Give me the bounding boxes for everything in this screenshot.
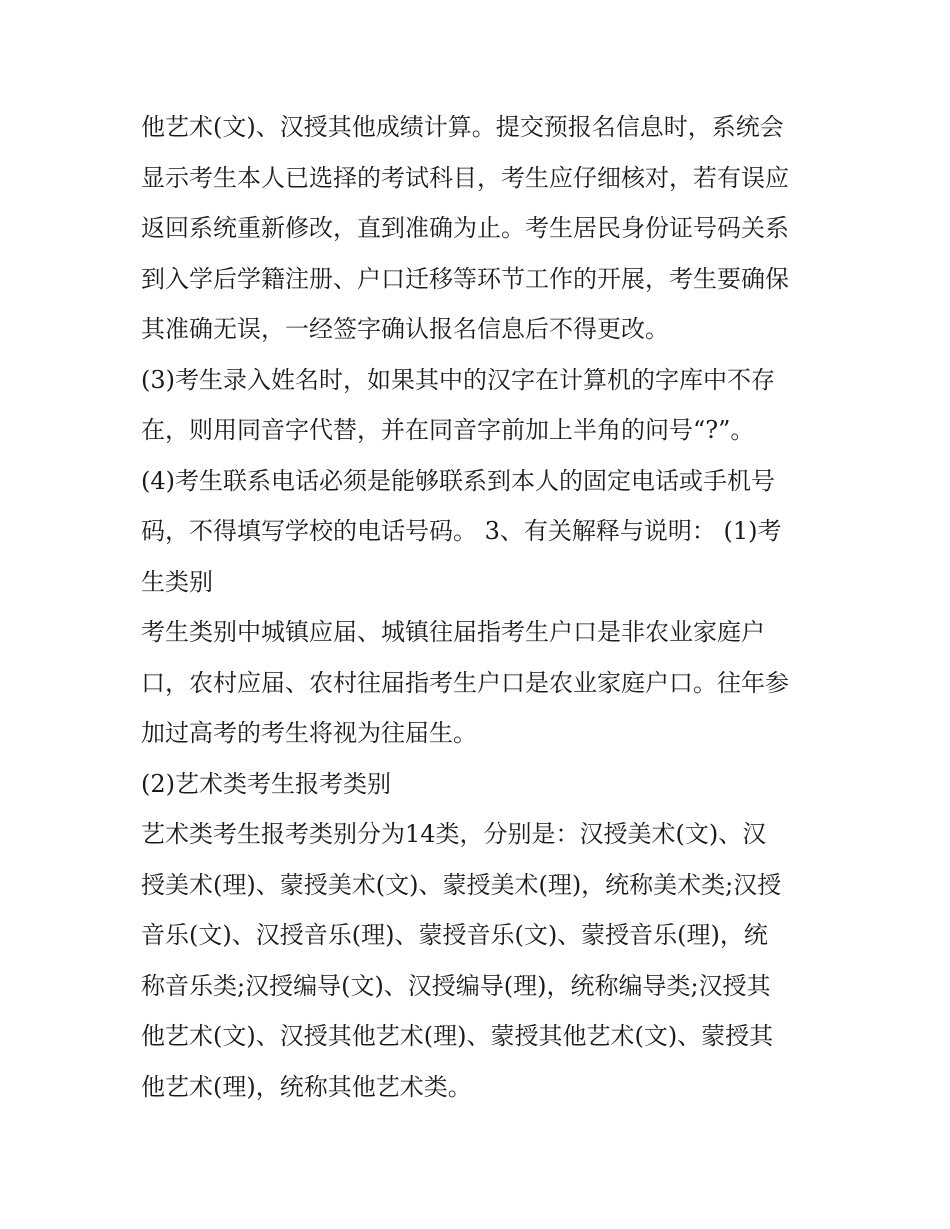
text-line: 称音乐类;汉授编导(文)、汉授编导(理)，统称编导类;汉授其 (141, 971, 771, 1000)
text-line: 艺术类考生报考类别分为14类，分别是：汉授美术(文)、汉 (141, 820, 767, 848)
text-line: (3)考生录入姓名时，如果其中的汉字在计算机的字库中不存 (141, 365, 775, 394)
document-body (141, 102, 821, 1112)
text-line: 加过高考的考生将视为往届生。 (141, 719, 477, 747)
text-line: 他艺术(理)，统称其他艺术类。 (141, 1072, 472, 1101)
text-line: 返回系统重新修改，直到准确为止。考生居民身份证号码关系 (141, 214, 789, 242)
text-line: (2)艺术类考生报考类别 (141, 769, 391, 798)
text-line: 授美术(理)、蒙授美术(文)、蒙授美术(理)，统称美术类;汉授 (141, 870, 782, 899)
text-line: 考生类别中城镇应届、城镇往届指考生户口是非农业家庭户 (141, 618, 765, 646)
text-line: 他艺术(文)、汉授其他艺术(理)、蒙授其他艺术(文)、蒙授其 (141, 1022, 774, 1050)
text-line: 其准确无误，一经签字确认报名信息后不得更改。 (141, 315, 669, 343)
text-line: 码，不得填写学校的电话号码。 3、有关解释与说明： (1)考 (141, 517, 782, 545)
text-line: 在，则用同音字代替，并在同音字前加上半角的问号“?”。 (141, 416, 755, 444)
text-line: 他艺术(文)、汉授其他成绩计算。提交预报名信息时，系统会 (141, 113, 784, 141)
text-line: 口，农村应届、农村往届指考生户口是农业家庭户口。往年参 (141, 668, 789, 697)
text-line: 到入学后学籍注册、户口迁移等环节工作的开展，考生要确保 (141, 264, 789, 293)
text-line: 音乐(文)、汉授音乐(理)、蒙授音乐(文)、蒙授音乐(理)，统 (141, 921, 768, 949)
text-line: 显示考生本人已选择的考试科目，考生应仔细核对，若有误应 (141, 163, 789, 192)
text-line: 生类别 (141, 567, 213, 596)
text-line: (4)考生联系电话必须是能够联系到本人的固定电话或手机号 (141, 466, 775, 495)
